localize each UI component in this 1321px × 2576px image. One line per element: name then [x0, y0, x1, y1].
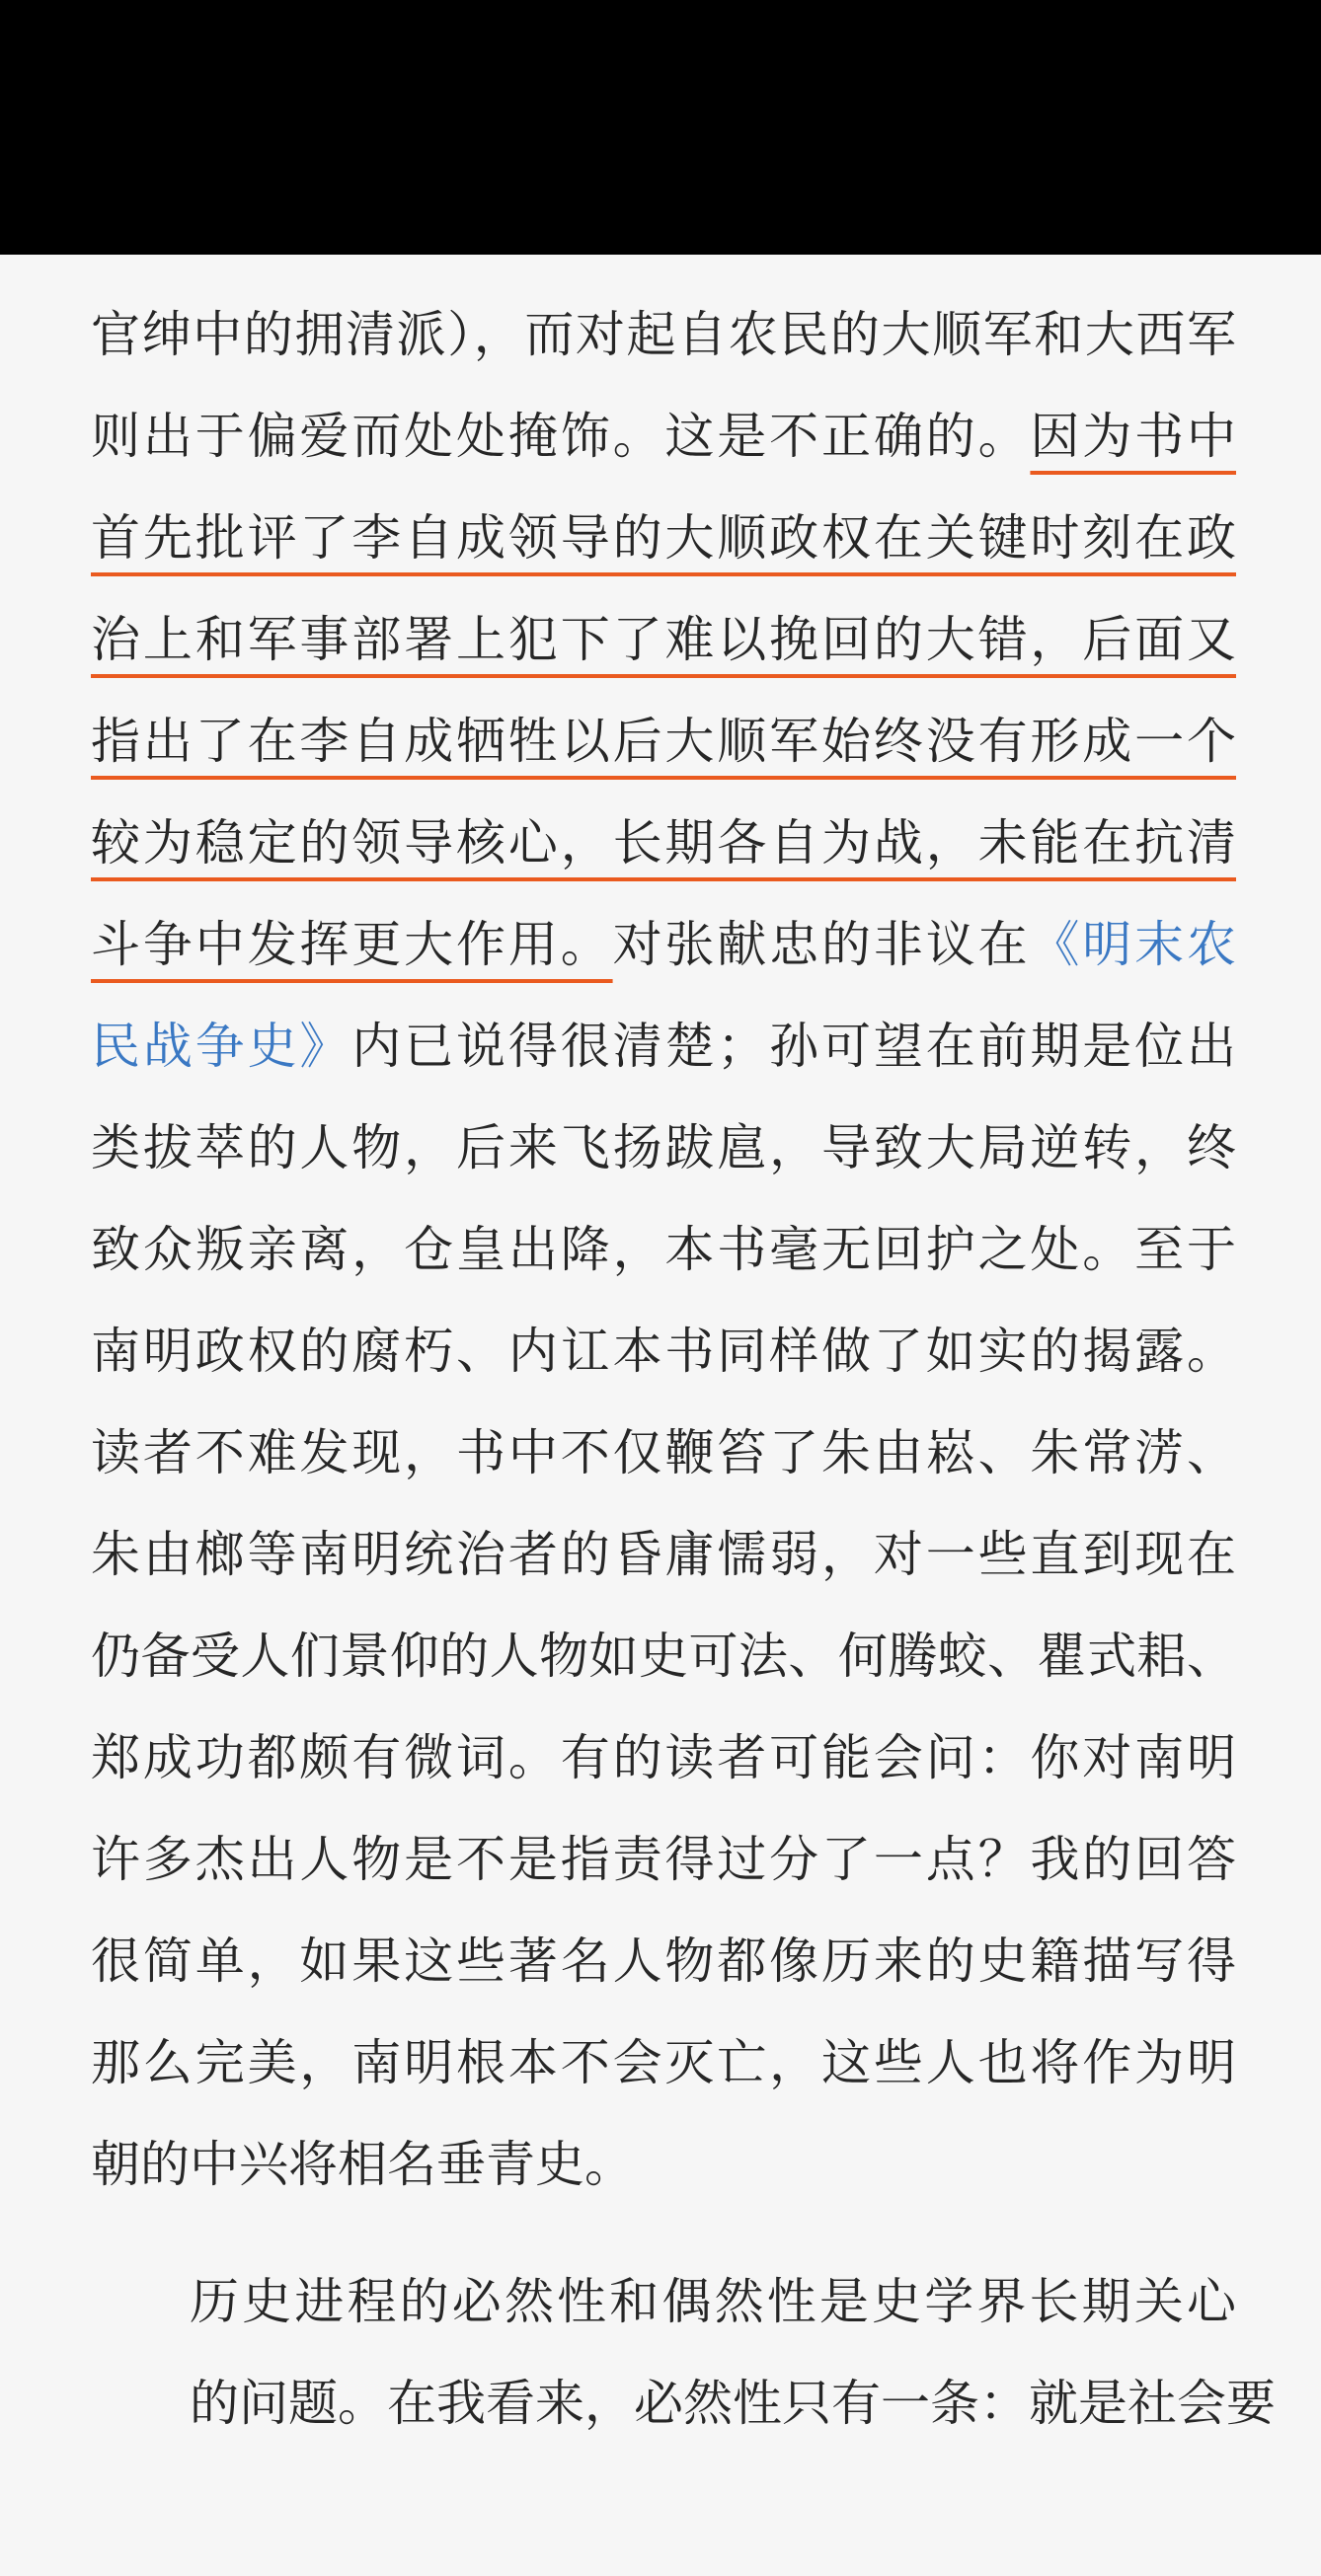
highlighted-passage[interactable]: 较为稳定的领导核心，长期各自为战，未能在抗清 — [91, 814, 1236, 871]
text-line: 那么完美，南明根本不会灭亡，这些人也将作为明 — [91, 2034, 1236, 2091]
book-title-link[interactable]: 民战争史》 — [91, 1018, 352, 1075]
text-segment: 内已说得很清楚；孙可望在前期是位出 — [351, 1018, 1237, 1075]
highlighted-passage[interactable]: 因为书中 — [1030, 408, 1237, 465]
text-line: 很简单，如果这些著名人物都像历来的史籍描写得 — [91, 1932, 1236, 1990]
text-line — [91, 691, 1236, 793]
text-line: 的问题。在我看来，必然性只有一条：就是社会要 — [190, 2375, 1276, 2432]
text-line: 类拔萃的人物，后来飞扬跋扈，导致大局逆转，终 — [91, 1119, 1236, 1176]
text-line: 郑成功都颇有微词。有的读者可能会问：你对南明 — [91, 1729, 1236, 1786]
text-line — [91, 793, 1236, 894]
reader-page — [0, 255, 1321, 2576]
text-line: 南明政权的腐朽、内讧本书同样做了如实的揭露。 — [91, 1323, 1236, 1380]
text-segment: 对张献忠的非议在 — [612, 916, 1031, 973]
highlighted-passage[interactable]: 指出了在李自成牺牲以后大顺军始终没有形成一个 — [91, 713, 1236, 770]
paragraph-2 — [91, 2251, 1276, 2455]
text-line — [91, 386, 1236, 488]
text-line: 历史进程的必然性和偶然性是史学界长期关心 — [190, 2273, 1236, 2330]
book-text — [91, 284, 1276, 2455]
text-line — [91, 996, 1236, 1098]
text-line — [91, 894, 1236, 996]
text-line: 朝的中兴将相名垂青史。 — [91, 2136, 634, 2193]
highlighted-passage[interactable]: 斗争中发挥更大作用。 — [91, 916, 613, 973]
highlighted-passage[interactable]: 治上和军事部署上犯下了难以挽回的大错，后面又 — [91, 611, 1236, 668]
text-line — [91, 488, 1236, 589]
text-line — [91, 589, 1236, 691]
text-line: 官绅中的拥清派），而对起自农民的大顺军和大西军 — [91, 306, 1236, 363]
text-line: 致众叛亲离，仓皇出降，本书毫无回护之处。至于 — [91, 1221, 1236, 1278]
text-line: 许多杰出人物是不是指责得过分了一点？我的回答 — [91, 1831, 1236, 1888]
text-line: 读者不难发现，书中不仅鞭笞了朱由崧、朱常淓、 — [91, 1424, 1236, 1481]
highlighted-passage[interactable]: 首先批评了李自成领导的大顺政权在关键时刻在政 — [91, 509, 1236, 567]
text-line: 仍备受人们景仰的人物如史可法、何腾蛟、瞿式耜、 — [91, 1628, 1236, 1685]
book-title-link[interactable]: 《明末农 — [1030, 916, 1237, 973]
text-segment: 则出于偏爱而处处掩饰。这是不正确的。 — [91, 408, 1031, 465]
paragraph-1 — [91, 284, 1236, 2216]
text-line: 朱由榔等南明统治者的昏庸懦弱，对一些直到现在 — [91, 1526, 1236, 1583]
